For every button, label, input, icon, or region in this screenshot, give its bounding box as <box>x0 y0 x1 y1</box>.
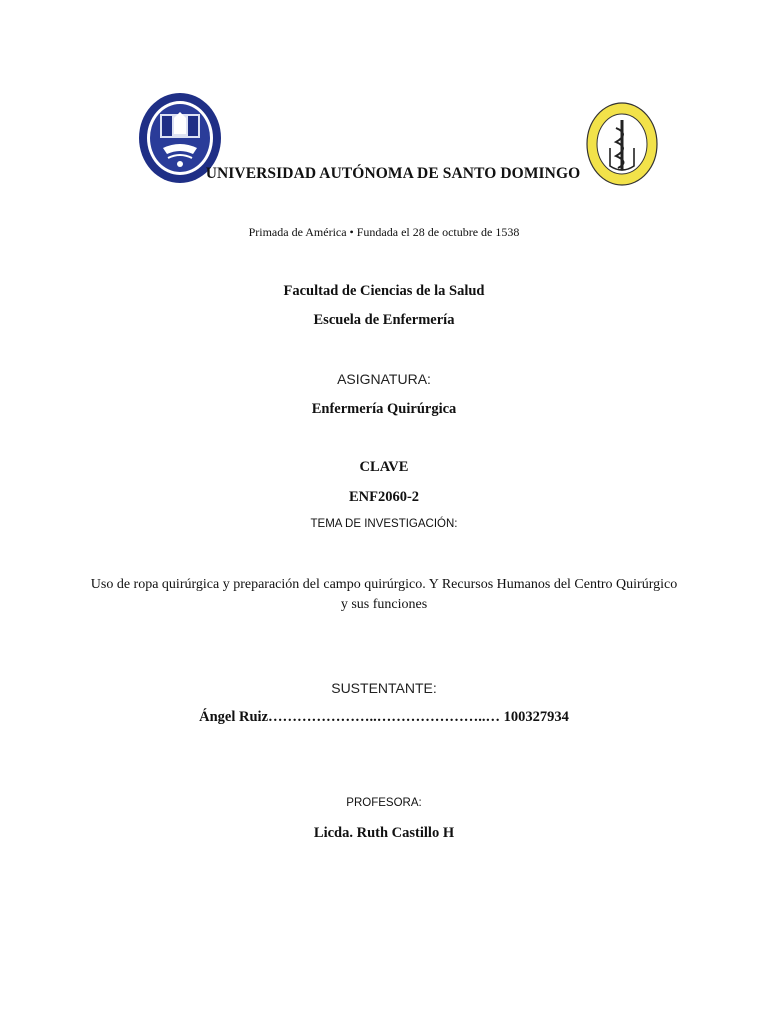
professor-label: PROFESORA: <box>346 797 422 809</box>
topic-text: Uso de ropa quirúrgica y preparación del campo quirúrgico. Y Recursos Humanos del Centro Quirúrgico y sus funciones <box>90 577 678 612</box>
professor-name: Licda. Ruth Castillo H <box>313 825 455 841</box>
subject-value: Enfermería Quirúrgica <box>311 401 457 417</box>
presenter-value: Ángel Ruiz…………………..…………………..… 100327934 <box>199 709 569 725</box>
university-motto: Primada de América • Fundada el 28 de octubre de 1538 <box>248 225 520 239</box>
subject-label: ASIGNATURA: <box>337 371 431 387</box>
code-value: ENF2060-2 <box>348 489 420 505</box>
faculty-name: Facultad de Ciencias de la Salud <box>283 283 485 299</box>
presenter-label: SUSTENTANTE: <box>331 680 437 696</box>
code-label: CLAVE <box>359 459 409 475</box>
university-name: UNIVERSIDAD AUTÓNOMA DE SANTO DOMINGO <box>205 165 581 182</box>
topic-label: TEMA DE INVESTIGACIÓN: <box>310 518 458 530</box>
school-name: Escuela de Enfermería <box>313 312 455 328</box>
